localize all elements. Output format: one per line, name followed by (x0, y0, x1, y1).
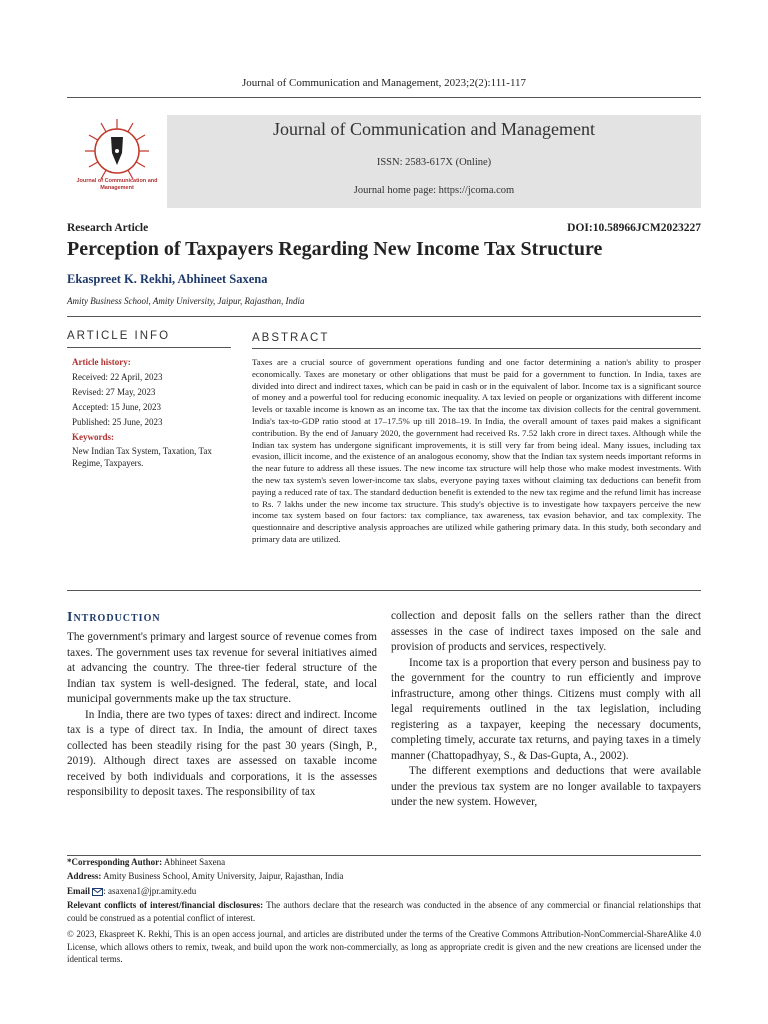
divider (67, 316, 701, 317)
journal-title: Journal of Communication and Management (273, 119, 595, 139)
running-header: Journal of Communication and Management, 2023;2(2):111-117 (241, 77, 527, 89)
received-date: Received: 22 April, 2023 (72, 372, 163, 382)
article-title: Perception of Taxpayers Regarding New Income Tax Structure (67, 238, 603, 260)
journal-banner (167, 115, 701, 208)
paragraph: The government's primary and largest source of revenue comes from taxes. The government uses tax revenue for several initiatives aimed at advancing the country. The three-tier federal structure of the Indian tax system is well-designed. The federal, state, and local municipal governments make up the tax structure. (67, 631, 377, 705)
paragraph: The different exemptions and deductions that were available under the previous tax system are no longer available to taxpayers under the new system. However, (391, 765, 701, 808)
history-label: Article history: (72, 357, 131, 367)
email-label: Email (67, 886, 91, 896)
journal-issn: ISSN: 2583-617X (Online) (376, 157, 492, 168)
conflict-statement (67, 899, 701, 924)
keywords-label: Keywords: (72, 432, 114, 442)
intro-left-column (67, 630, 377, 801)
corr-label: *Corresponding Author: (67, 857, 163, 867)
email (67, 885, 701, 898)
logo-caption: Journal of Communication and Management (76, 178, 158, 191)
abstract-text: Taxes are a crucial source of government operations funding and one factor determining a nation's ability to prosper economically. Taxes are monetary or other obligations that must be paid for a government to function. In India, taxes are divided into direct and indirect taxes, which can be paid in cash or in the equivalent of labor. Income tax is a significant source of money and a powerful tool for reducing economic inequality. A tax levied on people or organizations with different income levels or taxable income is known as an income tax. The tax that the income tax division collects for the central government. India's tax-to-GDP ratio stood at 17–17.5% up till 2018–19. In India, the overall amount of taxes paid makes a significant contribution. By the end of January 2020, the government had received Rs. 7.52 lakh crore in direct taxes. Although while the Indian tax system has undergone significant improvements, it is still very far from being ideal. Many issues, including tax evasion, illicit income, and the existence of an analogous economy, show that the Indian tax system needs important reforms in the near future to address all these issues. The new income tax structure will help those who make modest investments. With the new tax system's seven lower-income tax slabs, everyone paying taxes without claiming tax deductions can benefit from paying a reduced rate of tax. The standard deduction benefit is extended to the new tax regime and the refund limit has increase to Rs. 7 lakhs under the new income tax structure. This study's objective is to investigate how taxpayers perceive the new income tax system based on four factors: tax compliance, tax awareness, tax evasion behavior, and tax complexity. The questionnaire and descriptive analysis approaches are utilized while gathering primary data. In this study, both secondary and primary data are utilized. (252, 357, 701, 544)
article-doi[interactable]: DOI:10.58966JCM2023227 (567, 222, 701, 234)
paragraph: In India, there are two types of taxes: direct and indirect. Income tax is a type of direct tax. In India, the amount of direct taxes collected has been steadily rising for the past 30 years (Singh, P., 2019). Although direct taxes are assessed on taxable income received by both individuals and corporations, it is the assesses responsibility to deposit taxes. The responsibility of tax (67, 708, 377, 798)
article-affiliation: Amity Business School, Amity University, Jaipur, Rajasthan, India (67, 296, 305, 306)
address-label: Address: (67, 871, 102, 881)
header-rule (67, 97, 701, 98)
introduction-heading: Introduction (67, 610, 161, 625)
masthead (67, 115, 701, 208)
pen-nib-icon (67, 115, 167, 208)
article-authors: Ekaspreet K. Rekhi, Abhineet Saxena (67, 272, 268, 286)
address (67, 870, 701, 883)
email-value[interactable]: : asaxena1@jpr.amity.edu (103, 886, 197, 896)
envelope-icon (92, 888, 103, 896)
corr-value: Abhineet Saxena (163, 857, 226, 867)
revised-date: Revised: 27 May, 2023 (72, 387, 156, 397)
divider (67, 347, 231, 348)
keywords: New Indian Tax System, Taxation, Tax Regime, Taxpayers. (72, 446, 212, 468)
paragraph: collection and deposit falls on the sellers rather than the direct assesses in the case of indirect taxes imposed on the sale and provision of products and services, respectively. (391, 610, 701, 653)
journal-homepage[interactable]: Journal home page: https://jcoma.com (353, 185, 515, 196)
intro-right-column (391, 609, 701, 811)
corresponding-author (67, 856, 701, 869)
conflict-value: The authors declare that the research was conducted in the absence of any commercial or financial relationships that could be construed as a potential conflict of interest. (67, 900, 701, 923)
article-info-heading: ARTICLE INFO (67, 330, 171, 342)
accepted-date: Accepted: 15 June, 2023 (72, 402, 161, 412)
divider (67, 590, 701, 591)
journal-logo (67, 115, 167, 208)
address-value: Amity Business School, Amity University, Jaipur, Rajasthan, India (103, 871, 344, 881)
paragraph: Income tax is a proportion that every person and business pay to the government for the country to run efficiently and improve infrastructure, among other things. Citizens must comply with all legal requirements outlined in the tax legislation, including registering as a taxpayer, keeping the necessary documents, completing timely, accurate tax returns, and paying taxes in a timely manner (Chattopadhyay, S., & Das-Gupta, A., 2002). (391, 656, 701, 762)
article-info (72, 355, 232, 469)
divider (252, 348, 701, 349)
conflict-label: Relevant conflicts of interest/financial disclosures: (67, 900, 264, 910)
license-statement: © 2023, Ekaspreet K. Rekhi, This is an open access journal, and articles are distributed under the terms of the Creative Commons Attribution-NonCommercial-ShareAlike 4.0 License, which allows others to remix, tweak, and build upon the work non-commercially, as long as appropriate credit is given and the new creations are licensed under the identical terms. (67, 929, 701, 964)
article-type: Research Article (67, 222, 149, 234)
published-date: Published: 25 June, 2023 (72, 417, 163, 427)
abstract-heading: ABSTRACT (252, 332, 330, 344)
